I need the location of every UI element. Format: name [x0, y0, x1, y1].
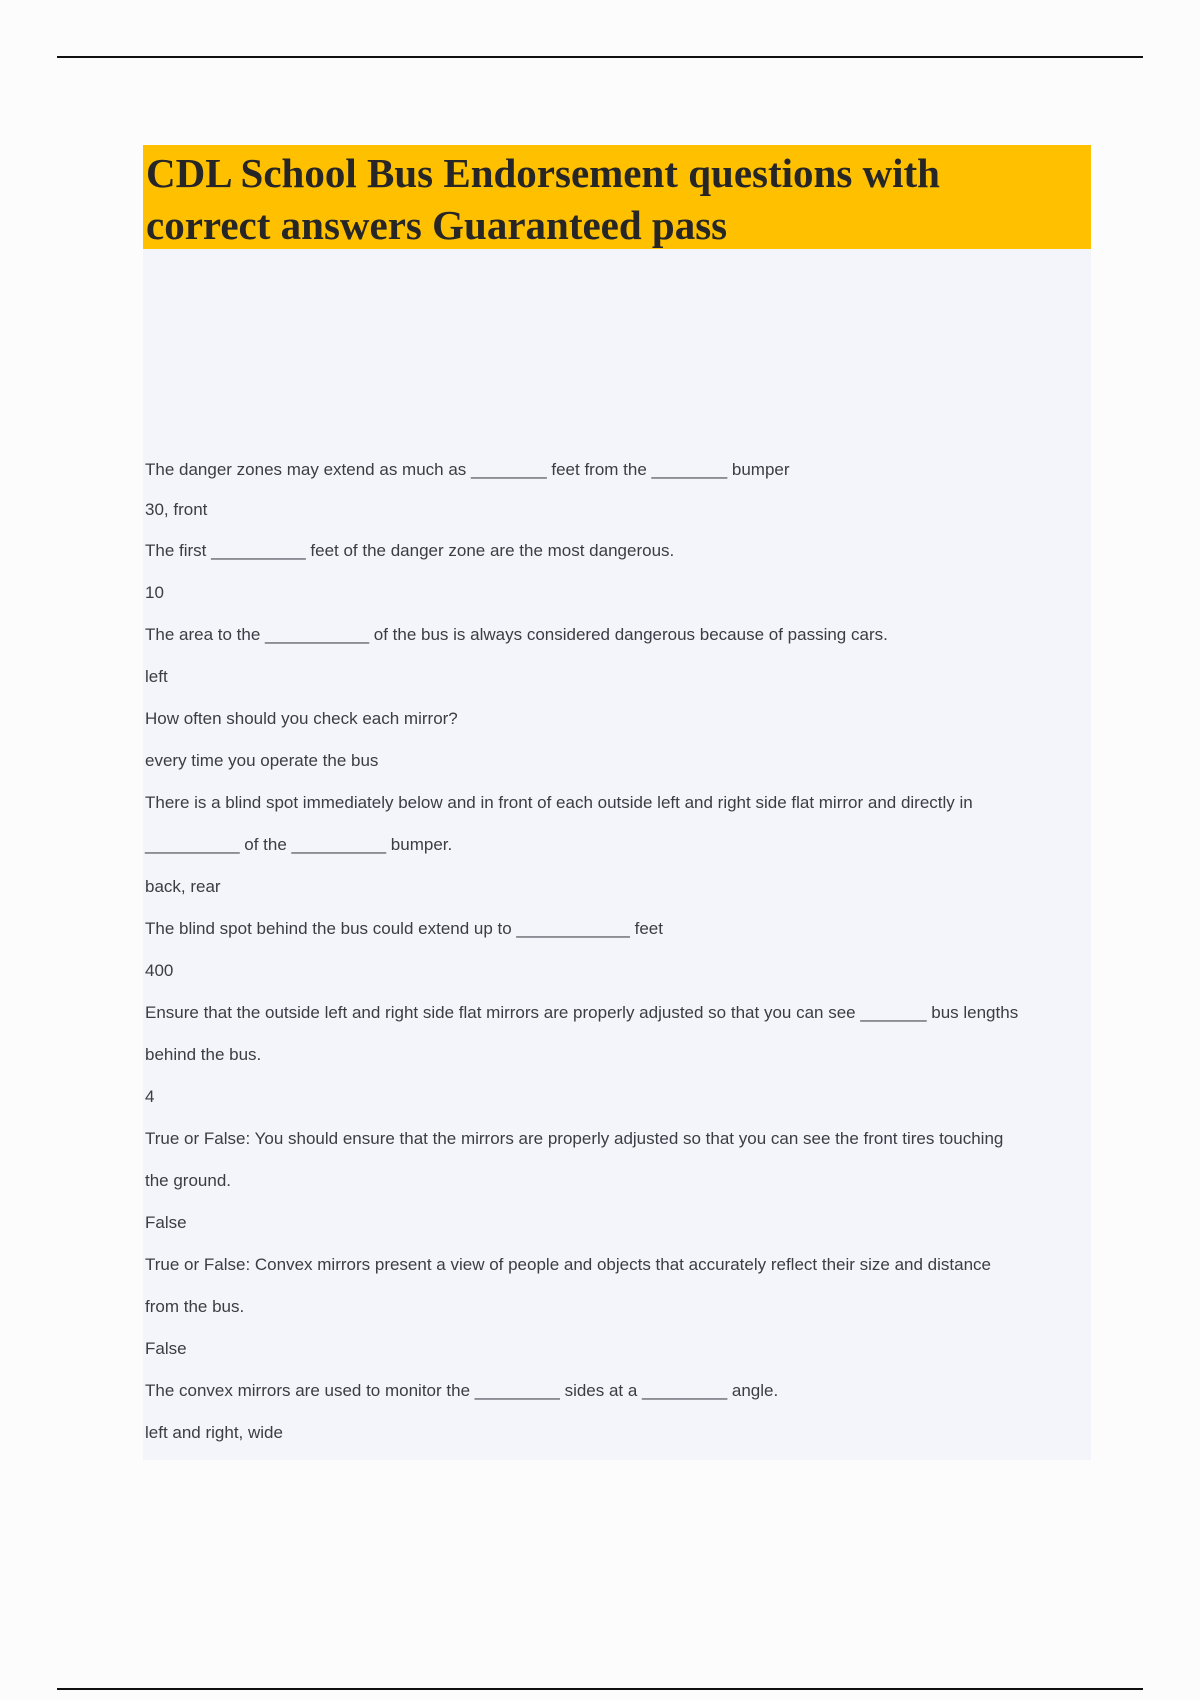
bottom-rule	[57, 1688, 1143, 1690]
answer-1: 30, front	[145, 500, 208, 519]
answer-7: 4	[145, 1087, 155, 1106]
question-7-continued: behind the bus.	[145, 1045, 262, 1064]
question-4: How often should you check each mirror?	[145, 709, 458, 728]
question-5: There is a blind spot immediately below and in front of each outside left and right side flat mirror and directly in	[145, 793, 973, 812]
question-8-continued: the ground.	[145, 1171, 232, 1190]
answer-10: left and right, wide	[145, 1423, 283, 1442]
qa-list	[145, 450, 1085, 1454]
question-9-continued: from the bus.	[145, 1297, 245, 1316]
question-1: The danger zones may extend as much as ________ feet from the ________ bumper	[145, 460, 790, 479]
answer-4: every time you operate the bus	[145, 751, 379, 770]
answer-6: 400	[145, 961, 174, 980]
answer-2: 10	[145, 583, 164, 602]
top-rule	[57, 56, 1143, 58]
answer-5: back, rear	[145, 877, 221, 896]
question-2: The first __________ feet of the danger zone are the most dangerous.	[145, 541, 675, 560]
answer-3: left	[145, 667, 168, 686]
question-10: The convex mirrors are used to monitor the _________ sides at a _________ angle.	[145, 1381, 779, 1400]
answer-8: False	[145, 1213, 187, 1232]
question-7: Ensure that the outside left and right side flat mirrors are properly adjusted so that you can see _______ bus lengths	[145, 1003, 1019, 1022]
document-title: CDL School Bus Endorsement questions with correct answers Guaranteed pass	[146, 150, 940, 248]
question-6: The blind spot behind the bus could extend up to ____________ feet	[145, 919, 663, 938]
question-9: True or False: Convex mirrors present a view of people and objects that accurately reflect their size and distance	[145, 1255, 991, 1274]
question-3: The area to the ___________ of the bus is always considered dangerous because of passing cars.	[145, 625, 888, 644]
question-8: True or False: You should ensure that the mirrors are properly adjusted so that you can see the front tires touching	[145, 1129, 1004, 1148]
question-5-continued: __________ of the __________ bumper.	[145, 835, 453, 854]
answer-9: False	[145, 1339, 187, 1358]
